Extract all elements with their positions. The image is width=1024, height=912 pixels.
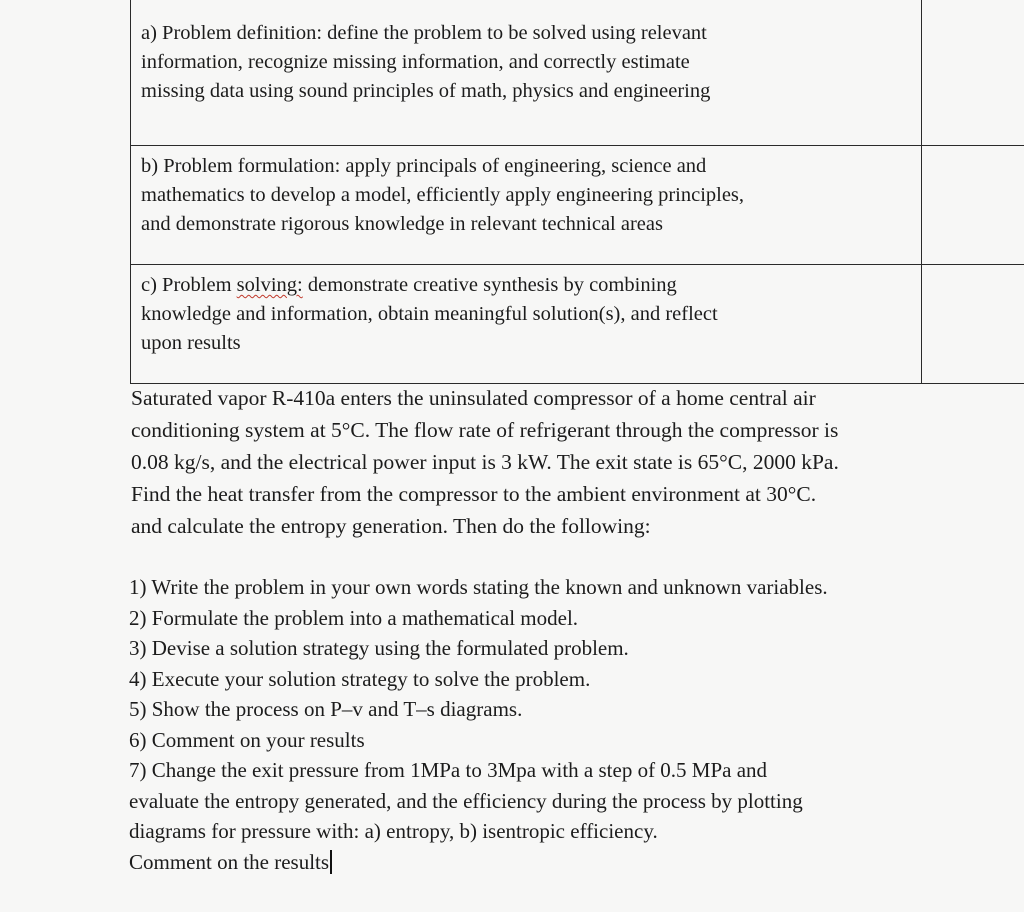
problem-line: and calculate the entropy generation. Then do the following: [131,514,651,538]
task-item-last[interactable] [129,847,1009,878]
rubric-line-suffix: demonstrate creative synthesis by combining [302,274,677,296]
rubric-description-cell [131,265,922,384]
problem-line: 0.08 kg/s, and the electrical power input is 3 kW. The exit state is 65°C, 2000 kPa. [131,450,839,474]
task-item: evaluate the entropy generated, and the efficiency during the process by plotting [129,788,803,813]
rubric-table [130,0,1024,384]
task-item: 7) Change the exit pressure from 1MPa to 3Mpa with a step of 0.5 MPa and [129,758,768,782]
rubric-line-prefix: c) Problem [141,274,237,296]
rubric-score-cell[interactable] [922,265,1024,384]
rubric-line [141,271,911,300]
rubric-line: mathematics to develop a model, efficiently apply engineering principles, [141,184,745,206]
task-list[interactable] [129,572,1009,877]
problem-statement [131,382,1011,542]
rubric-line: b) Problem formulation: apply principals of engineering, science and [141,155,707,177]
rubric-row-problem-definition [131,0,1024,146]
rubric-description-cell [131,0,922,146]
rubric-score-cell[interactable] [922,146,1024,265]
problem-line: Saturated vapor R-410a enters the uninsulated compressor of a home central air [131,386,816,410]
rubric-score-cell[interactable] [922,0,1024,146]
text-cursor [330,850,332,874]
task-item-text: Comment on the results [129,849,330,874]
rubric-line: knowledge and information, obtain meaningful solution(s), and reflect [141,303,718,325]
rubric-line: missing data using sound principles of math, physics and engineering [141,80,711,102]
rubric-description-cell [131,146,922,265]
rubric-line: a) Problem definition: define the problem to be solved using relevant [141,22,707,44]
problem-line: Find the heat transfer from the compressor to the ambient environment at 30°C. [131,482,817,506]
task-item: 2) Formulate the problem into a mathematical model. [129,605,579,630]
task-item: 4) Execute your solution strategy to solve the problem. [129,666,591,691]
rubric-row-problem-formulation [131,146,1024,265]
rubric-row-problem-solving [131,265,1024,384]
rubric-line: upon results [141,332,241,354]
task-item: 5) Show the process on P–v and T–s diagrams. [129,697,523,721]
problem-line: conditioning system at 5°C. The flow rate of refrigerant through the compressor is [131,418,839,442]
task-item: 3) Devise a solution strategy using the formulated problem. [129,636,629,660]
rubric-line: and demonstrate rigorous knowledge in relevant technical areas [141,213,663,235]
task-item: diagrams for pressure with: a) entropy, b) isentropic efficiency. [129,819,658,843]
rubric-line: information, recognize missing information, and correctly estimate [141,51,690,73]
task-item: 6) Comment on your results [129,727,365,752]
spellcheck-underlined-word: solving: [236,274,303,296]
task-item: 1) Write the problem in your own words stating the known and unknown variables. [129,575,828,599]
